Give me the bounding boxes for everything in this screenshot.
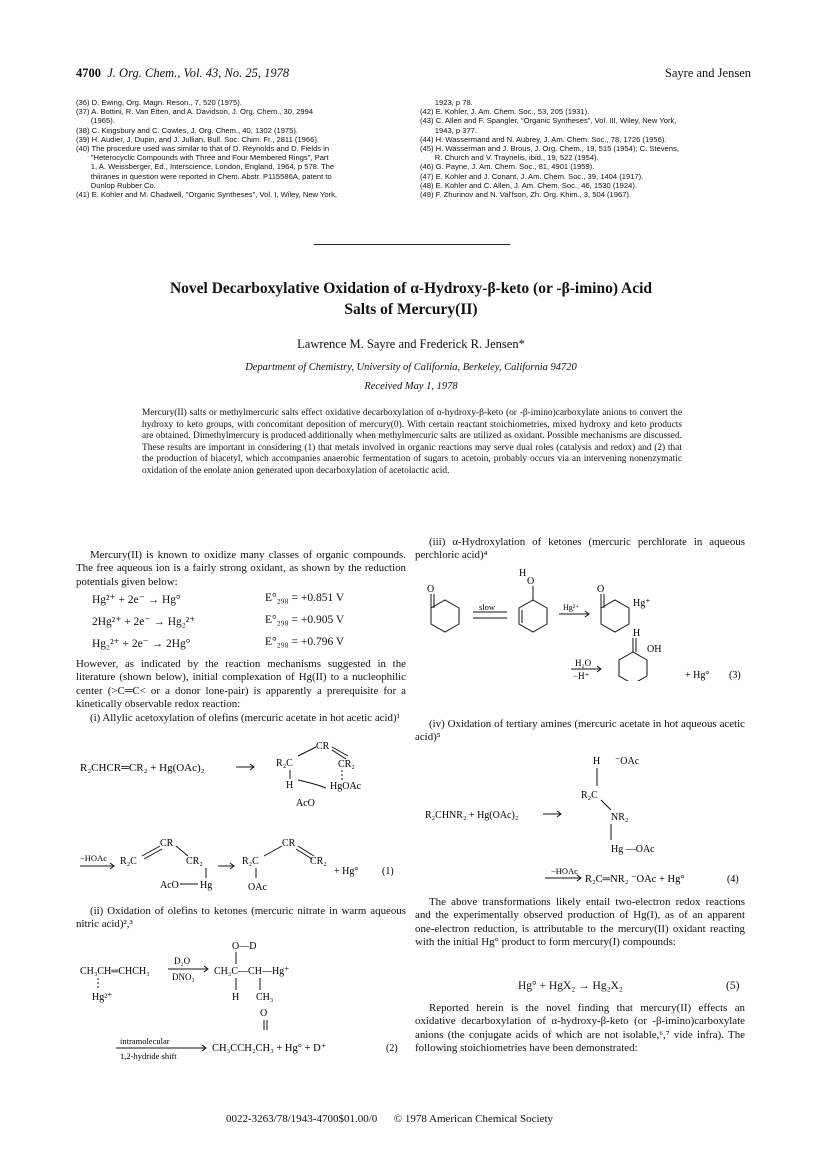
svg-text:CH₃: CH₃ <box>256 992 274 1003</box>
potential-3-reaction: Hg₂²⁺ + 2e⁻ → 2Hg° <box>92 638 191 650</box>
section-divider <box>314 244 510 245</box>
page-number: 4700 <box>76 66 101 80</box>
item-iii: (iii) α-Hydroxylation of ketones (mercuric perchlorate in aqueous perchloric acid)⁴ <box>415 536 745 562</box>
affiliation: Department of Chemistry, University of California, Berkeley, California 94720 <box>245 362 577 373</box>
svg-text:H: H <box>286 780 294 791</box>
potential-2-value: E°₂₉₈ = +0.905 V <box>265 614 345 626</box>
eq2-intramolecular: intramolecular <box>120 1036 170 1046</box>
footer-copyright: © 1978 American Chemical Society <box>393 1113 554 1125</box>
eq2-dno3: DNO₃ <box>172 972 195 982</box>
references-left <box>76 98 396 199</box>
svg-text:H: H <box>232 992 240 1003</box>
svg-text:R₂C: R₂C <box>581 790 598 801</box>
reference-line: (47) E. Kohler and J. Conant, J. Am. Chem. Soc., 39, 1404 (1917). <box>420 171 644 181</box>
svg-text:O—D: O—D <box>232 941 257 952</box>
eq3-hg2plus: Hg²⁺ <box>563 603 580 612</box>
scheme-hydroxylation <box>415 566 750 681</box>
eq1-plus-hg: + Hg° <box>334 866 359 877</box>
reference-line: thiiranes in question were reported in Chem. Abstr. P115586A, patent to <box>76 171 332 181</box>
svg-text:H: H <box>519 568 527 579</box>
authors: Lawrence M. Sayre and Frederick R. Jensen* <box>297 337 525 351</box>
svg-text:O: O <box>527 576 535 587</box>
reference-line: (48) E. Kohler and C. Allen, J. Am. Chem. Soc., 46, 1530 (1924). <box>420 180 637 190</box>
reference-line: 1943, p 377. <box>420 125 477 135</box>
eq4-product: R₂C═NR₂ ⁻OAc + Hg° <box>585 874 685 885</box>
svg-text:CR₂: CR₂ <box>310 856 327 867</box>
reference-line: (46) G. Payne, J. Am. Chem. Soc., 81, 4901 (1959). <box>420 162 595 172</box>
scheme-amine-oxidation <box>415 748 750 898</box>
svg-text:CH₃C—CH—Hg⁺: CH₃C—CH—Hg⁺ <box>214 966 290 977</box>
eq2-hydride-shift: 1,2-hydride shift <box>120 1051 177 1061</box>
reference-line: (44) H. Wassermand and N. Aubrey, J. Am. Chem. Soc., 78, 1726 (1956). <box>420 134 667 144</box>
eq3-minus-hplus: −H⁺ <box>573 671 590 681</box>
svg-text:O: O <box>427 584 435 595</box>
reference-line: 1923, p 78. <box>420 98 473 107</box>
svg-text:⁻OAc: ⁻OAc <box>615 756 640 767</box>
title-line-1: Novel Decarboxylative Oxidation of α-Hydroxy-β-keto (or -β-imino) Acid <box>169 280 653 297</box>
eq3-number: (3) <box>729 670 741 681</box>
item-i: (i) Allylic acetoxylation of olefins (mercuric acetate in hot acetic acid)¹ <box>90 712 400 724</box>
svg-text:OAc: OAc <box>248 882 267 893</box>
eq2-product: CH₃CCH₂CH₃ + Hg° + D⁺ <box>212 1043 327 1054</box>
reported-paragraph: Reported herein is the novel finding that mercury(II) effects an oxidative decarboxylation of α-hydroxy-β-keto (or -β-imino)carboxylate anions (the conjugate acids of which are not isolable,⁶,⁷ vide infra). The following stoichiometries have been demonstrated: <box>415 1002 745 1054</box>
reference-line: (40) The procedure used was similar to that of D. Reynolds and D. Fields in <box>76 144 330 154</box>
svg-text:R₂C: R₂C <box>276 758 293 769</box>
running-header <box>76 66 289 81</box>
reference-line: (45) H. Wasserman and J. Brous, J. Org. Chem., 19, 515 (1954); C. Stevens, <box>420 144 679 154</box>
svg-text:O: O <box>597 584 605 595</box>
svg-text:Hg⁺: Hg⁺ <box>633 598 651 609</box>
running-authors: Sayre and Jensen <box>664 66 751 80</box>
eq3-h2o: H₂O <box>575 658 592 668</box>
eq2-reactant: CH₃CH═CHCH₃ <box>80 966 150 977</box>
eq3-slow: slow <box>479 602 496 612</box>
eq1-minus-hoac: −HOAc <box>80 853 107 863</box>
reference-line: (49) F. Zhurinov and N. Val'fson, Zh. Org. Khim., 3, 504 (1967). <box>420 190 632 200</box>
svg-text:CR: CR <box>282 838 296 849</box>
eq2-d2o: D₂O <box>174 956 191 966</box>
svg-text:CR: CR <box>316 741 330 752</box>
item-ii: (ii) Oxidation of olefins to ketones (mercuric nitrate in warm aqueous nitric acid)²,³ <box>76 905 406 931</box>
svg-text:NR₂: NR₂ <box>611 812 629 823</box>
item-iv: (iv) Oxidation of tertiary amines (mercuric acetate in hot aqueous acetic acid)⁵ <box>415 718 745 744</box>
svg-text:AcO: AcO <box>160 880 179 891</box>
svg-text:R₂C: R₂C <box>120 856 137 867</box>
svg-text:H: H <box>593 756 601 767</box>
svg-text:HgOAc: HgOAc <box>330 781 362 792</box>
reference-line: (37) A. Bottini, R. Van Etten, and A. Davidson, J. Org. Chem., 30, 2994 <box>76 107 314 117</box>
eq1-reactants: R₂CHCR═CR₂ + Hg(OAc)₂ <box>80 762 205 774</box>
reference-line: "Heterocyclic Compounds with Three and Four Membered Rings", Part <box>76 153 329 163</box>
potential-1-value: E°₂₉₈ = +0.851 V <box>265 592 345 604</box>
eq2-hg2plus: Hg²⁺ <box>92 992 113 1003</box>
reference-line: (1965). <box>76 116 115 126</box>
svg-text:CR₂: CR₂ <box>186 856 203 867</box>
reference-line: (42) E. Kohler, J. Am. Chem. Soc., 53, 205 (1931). <box>420 107 590 117</box>
svg-text:R₂C: R₂C <box>242 856 259 867</box>
eq2-number: (2) <box>386 1043 398 1054</box>
svg-text:AcO: AcO <box>296 798 315 809</box>
svg-text:Hg: Hg <box>200 880 213 891</box>
svg-text:OH: OH <box>647 644 662 655</box>
received-date: Received May 1, 1978 <box>364 381 458 392</box>
reference-line: (39) H. Audier, J. Dupin, and J. Jullian, Bull. Soc. Chim. Fr., 2811 (1966). <box>76 134 319 144</box>
eq4-reactants: R₂CHNR₂ + Hg(OAc)₂ <box>425 810 519 821</box>
svg-text:CR: CR <box>160 838 174 849</box>
potential-1-reaction: Hg²⁺ + 2e⁻ → Hg° <box>92 594 181 606</box>
journal-citation: J. Org. Chem., Vol. 43, No. 25, 1978 <box>107 66 290 80</box>
intro-paragraph: Mercury(II) is known to oxidize many classes of organic compounds. The free aqueous ion is a fairly strong oxidant, as shown by the reduction potentials given below: <box>76 549 406 588</box>
eq5: Hg° + HgX₂ → Hg₂X₂ <box>518 980 623 992</box>
however-paragraph: However, as indicated by the reaction mechanisms suggested in the literature (shown below), initial complexation of Hg(II) to a nucleophilic center (>C═C< or a donor lone-pair) is apparently a prerequisite for a kinetically observable redox reaction: <box>76 658 406 710</box>
svg-text:O: O <box>260 1008 268 1019</box>
footer-code: 0022-3263/78/1943-4700$01.00/0 <box>226 1113 378 1125</box>
eq4-minus-hoac: −HOAc <box>551 866 578 876</box>
scheme-olefin-oxidation <box>76 936 406 1084</box>
footer <box>226 1113 553 1125</box>
eq5-number: (5) <box>726 980 740 992</box>
potential-3-value: E°₂₉₈ = +0.796 V <box>265 636 345 648</box>
reference-line: (41) E. Kohler and M. Chadwell, "Organic Syntheses", Vol. I, Wiley, New York, <box>76 190 338 200</box>
abstract: Mercury(II) salts or methylmercuric salts effect oxidative decarboxylation of α-hydroxy-β-keto (or -β-imino)carboxylate anions to convert the hydroxy to keto groups, with concomitant deposition of mercury(0). With certain reactant stoichiometries, mixed hydroxy and keto products are obtained. Dimethylmercury is produced additionally when methylmercuric salts are utilized as oxidant. Possible mechanisms are discussed. These results are important in considering (1) that metals involved in organic reactions may serve dual roles (catalysis and redox) and (2) that the production of biacetyl, which accompanies anaerobic fermentation of sugars to acetoin, probably occurs via an intervening nonenzymatic oxidation of the enolate anion generated upon decarboxylation of acetolactic acid. <box>142 408 682 476</box>
references-right <box>420 98 740 199</box>
svg-text:H: H <box>633 628 641 639</box>
reference-line: R. Church and V. Traynelis, ibid., 19, 522 (1954). <box>420 153 599 163</box>
eq1-number: (1) <box>382 866 394 877</box>
eq3-plus-hg: + Hg° <box>685 670 710 681</box>
eq4-number: (4) <box>727 874 739 885</box>
svg-text:CR₂: CR₂ <box>338 759 355 770</box>
reference-line: (43) C. Allen and F. Spangler, "Organic Syntheses", Vol. III, Wiley, New York, <box>420 116 677 126</box>
potential-2-reaction: 2Hg²⁺ + 2e⁻ → Hg₂²⁺ <box>92 616 196 628</box>
reference-line: 1, A. Weissberger, Ed., Interscience, London, England, 1964, p 578. The <box>76 162 335 172</box>
svg-text:Hg —OAc: Hg —OAc <box>611 844 655 855</box>
reference-line: (36) D. Ewing, Org. Magn. Reson., 7, 520 (1975). <box>76 98 242 107</box>
scheme-allylic-acetoxylation <box>76 740 406 895</box>
reference-line: Dunlop Rubber Co. <box>76 180 156 190</box>
transformations-paragraph: The above transformations likely entail two-electron redox reactions and the experimentally observed production of Hg(I), as of an apparent one-electron reduction, is attributable to the mercury(II) oxidant reacting with the initial Hg° product to form mercury(I) compounds: <box>415 896 745 948</box>
reference-line: (38) C. Kingsbury and C. Cowles, J. Org. Chem., 40, 1302 (1975). <box>76 125 299 135</box>
title-line-2: Salts of Mercury(II) <box>344 301 478 318</box>
article-title <box>76 278 746 320</box>
